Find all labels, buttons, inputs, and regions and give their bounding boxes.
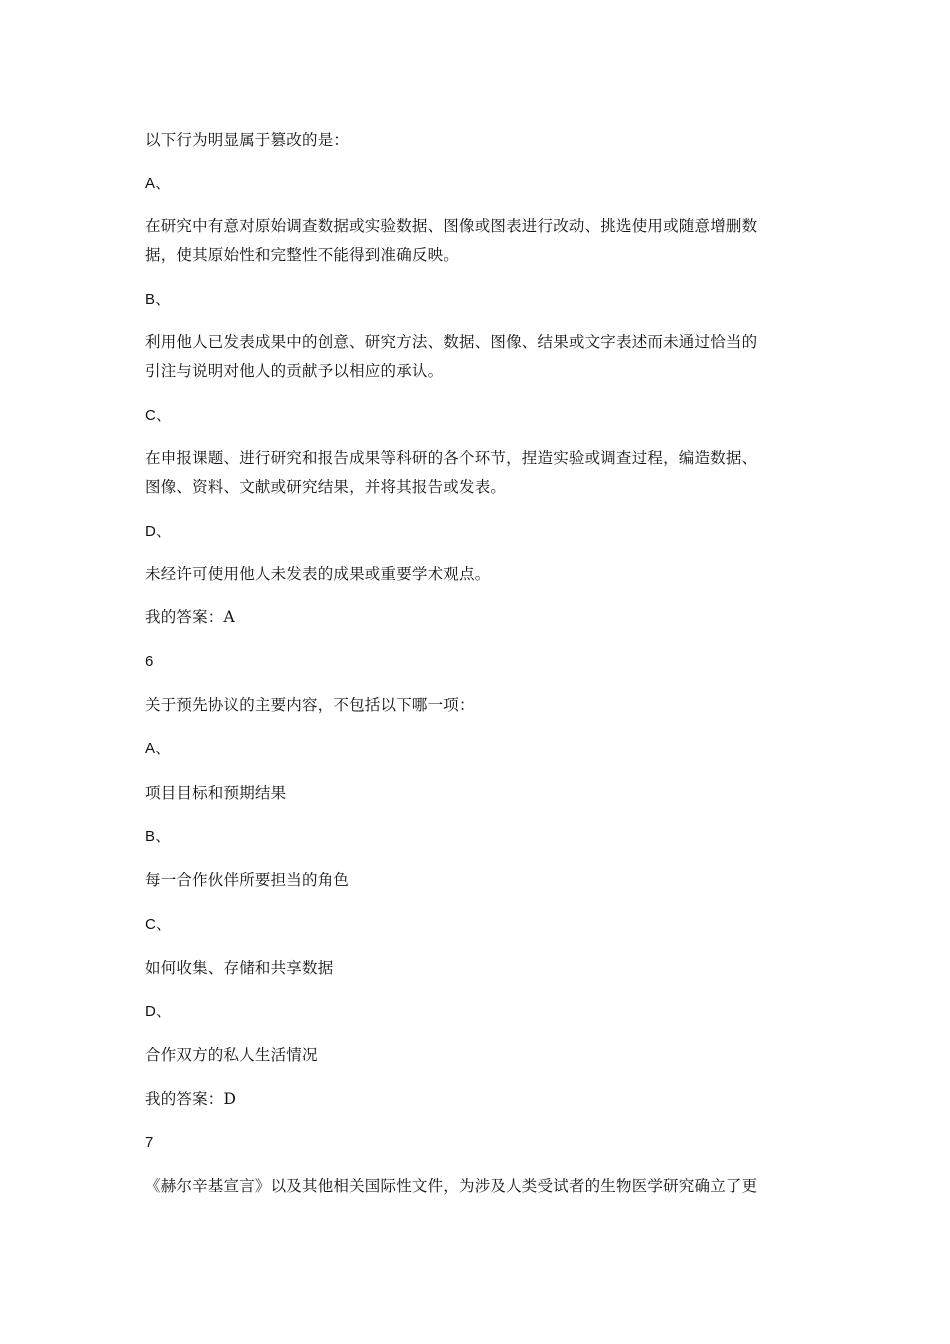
q5-option-a-text-line-1: 在研究中有意对原始调查数据或实验数据、图像或图表进行改动、挑选使用或随意增删数 (145, 217, 758, 235)
q5-option-c-text-line-2: 图像、资料、文献或研究结果，并将其报告或发表。 (145, 478, 507, 496)
q6-option-c-label: C、 (145, 916, 172, 933)
q5-option-c-label: C、 (145, 407, 172, 424)
q5-option-c-text-line-1: 在申报课题、进行研究和报告成果等科研的各个环节，捏造实验或调查过程，编造数据、 (145, 449, 758, 467)
q6-option-d-text: 合作双方的私人生活情况 (145, 1046, 318, 1064)
q5-option-a-label: A、 (145, 175, 171, 192)
q5-option-d-label: D、 (145, 523, 172, 540)
q5-option-b-label: B、 (145, 291, 171, 308)
q6-option-a-label: A、 (145, 740, 171, 757)
question-7-stem: 《赫尔辛基宣言》以及其他相关国际性文件，为涉及人类受试者的生物医学研究确立了更 (145, 1177, 758, 1195)
q6-option-a-text: 项目目标和预期结果 (145, 784, 287, 802)
q6-option-b-label: B、 (145, 828, 171, 845)
q6-option-d-label: D、 (145, 1003, 172, 1020)
question-6-stem: 关于预先协议的主要内容，不包括以下哪一项： (145, 696, 475, 714)
q5-option-d-text: 未经许可使用他人未发表的成果或重要学术观点。 (145, 565, 491, 583)
q5-option-b-text-line-2: 引注与说明对他人的贡献予以相应的承认。 (145, 362, 444, 380)
q5-option-a-text-line-2: 据，使其原始性和完整性不能得到准确反映。 (145, 246, 460, 264)
q5-my-answer: 我的答案：A (145, 608, 235, 626)
question-7-number: 7 (145, 1134, 154, 1151)
q6-option-b-text: 每一合作伙伴所要担当的角色 (145, 871, 350, 889)
question-6-number: 6 (145, 653, 154, 670)
question-5-stem: 以下行为明显属于篡改的是： (145, 131, 350, 149)
q6-my-answer: 我的答案：D (145, 1090, 237, 1108)
q5-option-b-text-line-1: 利用他人已发表成果中的创意、研究方法、数据、图像、结果或文字表述而未通过恰当的 (145, 333, 758, 351)
q6-option-c-text: 如何收集、存储和共享数据 (145, 959, 334, 977)
